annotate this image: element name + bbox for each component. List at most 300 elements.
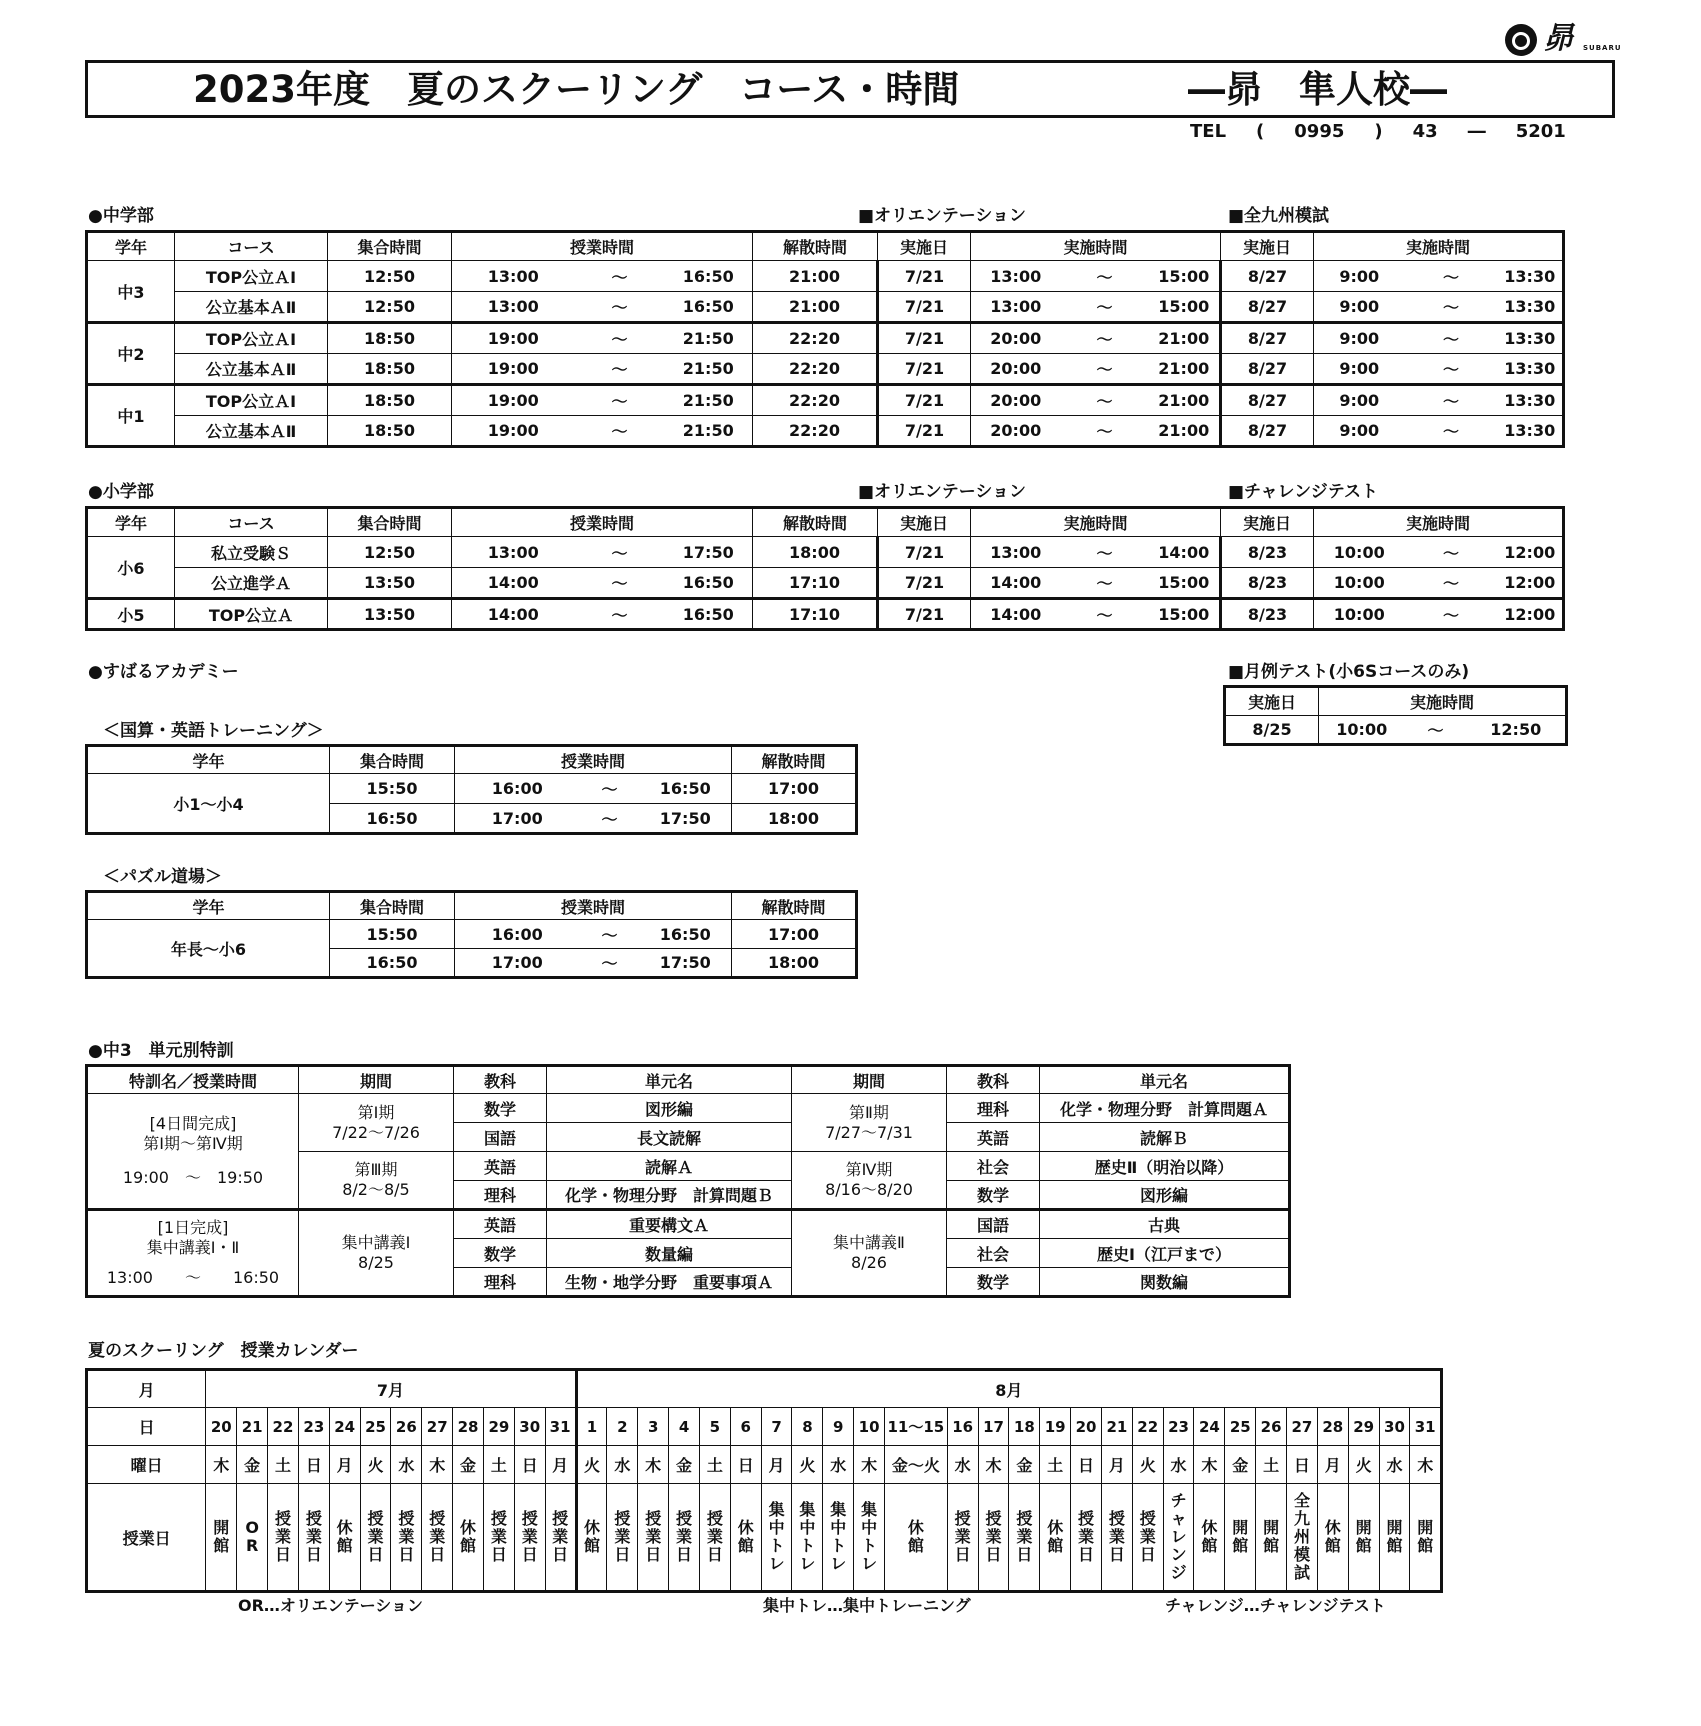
school-name: ―昴 隼人校―: [1188, 68, 1447, 111]
class-end: 21:50: [665, 323, 753, 354]
unit-name: 重要構文Ａ: [547, 1210, 792, 1239]
tilde: ～: [1061, 537, 1149, 568]
course-name: 公立基本ＡⅡ: [175, 292, 328, 323]
period-cell: [792, 1152, 947, 1210]
unit-name: 図形編: [547, 1094, 792, 1123]
calendar-weekday: 木: [1194, 1446, 1225, 1484]
calendar-day: 8: [792, 1408, 823, 1446]
class-calendar-table: [85, 1368, 1443, 1593]
col-header: 実施時間: [1314, 232, 1564, 261]
calendar-status: 授 業 日: [1101, 1484, 1132, 1592]
calendar-status: 授 業 日: [545, 1484, 576, 1592]
orientation-end: 21:00: [1149, 323, 1221, 354]
training-heading: ＜国算・英語トレーニング＞: [103, 721, 324, 741]
calendar-day: 27: [422, 1408, 453, 1446]
col-header: 学年: [87, 746, 330, 774]
exam-date: 8/23: [1221, 537, 1314, 568]
course-sub: 集中講義Ⅰ・Ⅱ: [146, 1238, 240, 1257]
period-cell: [299, 1152, 454, 1210]
gather-time: 15:50: [330, 920, 455, 949]
course-name: 私立受験Ｓ: [175, 537, 328, 568]
subject: 数学: [947, 1268, 1040, 1297]
calendar-day: 11～15: [885, 1408, 948, 1446]
orientation-date: 7/21: [878, 599, 971, 630]
four-day-course-cell: [87, 1094, 299, 1210]
subject: 英語: [947, 1123, 1040, 1152]
gather-time: 18:50: [328, 323, 452, 354]
tilde: ～: [580, 804, 640, 834]
orientation-start: 13:00: [971, 261, 1061, 292]
period-name: 第Ⅲ期: [354, 1160, 398, 1179]
exam-date: 8/27: [1221, 261, 1314, 292]
unit-name: 読解Ａ: [547, 1152, 792, 1181]
calendar-weekday: 月: [329, 1446, 360, 1484]
unit-name: 関数編: [1040, 1268, 1290, 1297]
calendar-status: 開 館: [1410, 1484, 1442, 1592]
calendar-day: 26: [391, 1408, 422, 1446]
exam-date: 8/23: [1221, 599, 1314, 630]
calendar-day: 7: [761, 1408, 792, 1446]
calendar-day: 22: [1132, 1408, 1163, 1446]
col-header: 実施日: [1221, 508, 1314, 537]
calendar-day: 29: [483, 1408, 514, 1446]
class-end: 21:50: [665, 416, 753, 447]
col-header: 実施時間: [1314, 508, 1564, 537]
col-header: 実施時間: [971, 232, 1221, 261]
grade-cell: 小6: [87, 537, 175, 599]
calendar-weekday: 木: [1410, 1446, 1442, 1484]
calendar-day: 25: [360, 1408, 391, 1446]
tilde: ～: [575, 261, 665, 292]
time-start: 13:00: [106, 1268, 153, 1287]
dismiss-time: 17:10: [753, 568, 878, 599]
training-table: [85, 744, 858, 835]
class-start: 14:00: [452, 568, 575, 599]
course-name: 公立基本ＡⅡ: [175, 354, 328, 385]
calendar-status: 授 業 日: [391, 1484, 422, 1592]
orientation-start: 20:00: [971, 354, 1061, 385]
period-name: 集中講義Ⅰ: [341, 1233, 411, 1252]
tilde: ～: [1405, 292, 1498, 323]
grade-cell: 小5: [87, 599, 175, 630]
col-header: 実施日: [1225, 687, 1319, 716]
orientation-start: 14:00: [971, 599, 1061, 630]
class-start: 19:00: [452, 385, 575, 416]
tilde: ～: [575, 599, 665, 630]
orientation-start: 13:00: [971, 537, 1061, 568]
calendar-weekday: 土: [1040, 1446, 1071, 1484]
time-start: 19:00: [122, 1168, 169, 1187]
col-header: 授業時間: [455, 746, 732, 774]
tilde: ～: [575, 537, 665, 568]
exam-date: 8/23: [1221, 568, 1314, 599]
dismiss-time: 22:20: [753, 385, 878, 416]
tilde: ～: [575, 354, 665, 385]
calendar-day: 27: [1287, 1408, 1318, 1446]
exam-start: 9:00: [1314, 385, 1405, 416]
class-start: 13:00: [452, 537, 575, 568]
gather-time: 18:50: [328, 416, 452, 447]
gather-time: 16:50: [330, 804, 455, 834]
calendar-status: 授 業 日: [1009, 1484, 1040, 1592]
calendar-weekday: 日: [730, 1446, 761, 1484]
gather-time: 12:50: [328, 537, 452, 568]
exam-start: 9:00: [1314, 261, 1405, 292]
class-end: 16:50: [640, 774, 732, 804]
class-end: 16:50: [665, 261, 753, 292]
dismiss-time: 21:00: [753, 261, 878, 292]
schedule-row: [87, 261, 1564, 292]
calendar-status: 授 業 日: [1071, 1484, 1102, 1592]
exam-end: 13:30: [1498, 323, 1564, 354]
calendar-weekday: 火: [360, 1446, 391, 1484]
calendar-weekday: 火: [576, 1446, 607, 1484]
exam-end: 13:30: [1498, 261, 1564, 292]
subject: 社会: [947, 1152, 1040, 1181]
calendar-status: O R: [237, 1484, 268, 1592]
calendar-status: 開 館: [1348, 1484, 1379, 1592]
calendar-status: チ ャ レ ン ジ: [1163, 1484, 1194, 1592]
calendar-status: 休 館: [1317, 1484, 1348, 1592]
calendar-weekday: 月: [545, 1446, 576, 1484]
tel-exchange: 43: [1412, 121, 1438, 142]
elementary-heading: ●小学部: [88, 482, 154, 502]
calendar-day: 9: [823, 1408, 854, 1446]
gather-time: 13:50: [328, 599, 452, 630]
month-july: 7月: [206, 1370, 576, 1408]
special-training-table: [85, 1064, 1291, 1298]
course-name: TOP公立ＡⅠ: [175, 261, 328, 292]
tilde: ～: [575, 385, 665, 416]
academy-heading: ●すばるアカデミー: [88, 662, 239, 682]
unit-name: 生物・地学分野 重要事項Ａ: [547, 1268, 792, 1297]
logo-mark-icon: [1505, 24, 1537, 56]
exam-end: 12:00: [1498, 568, 1564, 599]
subject: 国語: [947, 1210, 1040, 1239]
calendar-weekday: 水: [947, 1446, 978, 1484]
calendar-day: 20: [206, 1408, 237, 1446]
schedule-row: [87, 599, 1564, 630]
calendar-day: 26: [1256, 1408, 1287, 1446]
class-end: 16:50: [665, 568, 753, 599]
calendar-status: 授 業 日: [699, 1484, 730, 1592]
puzzle-heading: ＜パズル道場＞: [103, 867, 222, 887]
exam-start: 10:00: [1314, 599, 1405, 630]
orientation-date: 7/21: [878, 416, 971, 447]
tilde: ～: [1405, 716, 1467, 745]
schedule-row: [87, 537, 1564, 568]
calendar-status: 全 九 州 模 試: [1287, 1484, 1318, 1592]
tilde: ～: [575, 568, 665, 599]
tilde: ～: [1405, 354, 1498, 385]
calendar-status: 授 業 日: [360, 1484, 391, 1592]
orientation-date: 7/21: [878, 261, 971, 292]
calendar-note: OR…オリエンテーション: [238, 1596, 423, 1615]
exam-date: 8/27: [1221, 292, 1314, 323]
tilde: ～: [1405, 537, 1498, 568]
orientation-start: 20:00: [971, 323, 1061, 354]
calendar-day: 31: [545, 1408, 576, 1446]
tilde: ～: [1405, 416, 1498, 447]
calendar-status: 集 中 ト レ: [854, 1484, 885, 1592]
tel-paren-open: (: [1256, 121, 1265, 142]
grade-cell: 中1: [87, 385, 175, 447]
col-header: 実施時間: [1319, 687, 1567, 716]
orientation-end: 14:00: [1149, 537, 1221, 568]
period-dates: 8/2～8/5: [342, 1180, 410, 1199]
calendar-status: 授 業 日: [978, 1484, 1009, 1592]
exam-end: 13:30: [1498, 416, 1564, 447]
exam-end: 13:30: [1498, 385, 1564, 416]
calendar-day: 24: [329, 1408, 360, 1446]
subject: 理科: [947, 1094, 1040, 1123]
time-end: 16:50: [233, 1268, 280, 1287]
unit-name: 歴史Ⅱ（明治以降）: [1040, 1152, 1290, 1181]
gather-time: 15:50: [330, 774, 455, 804]
calendar-status: 開 館: [1225, 1484, 1256, 1592]
calendar-day: 6: [730, 1408, 761, 1446]
elementary-table: [85, 506, 1565, 631]
calendar-weekday: 金: [1009, 1446, 1040, 1484]
schedule-row: [87, 568, 1564, 599]
puzzle-table: [85, 890, 858, 979]
calendar-status: 授 業 日: [1132, 1484, 1163, 1592]
calendar-day: 17: [978, 1408, 1009, 1446]
col-header: 単元名: [547, 1066, 792, 1094]
orientation-start: 20:00: [971, 385, 1061, 416]
exam-end: 13:30: [1498, 354, 1564, 385]
calendar-status: 休 館: [1194, 1484, 1225, 1592]
tilde: ～: [1405, 599, 1498, 630]
class-start: 13:00: [452, 292, 575, 323]
gather-time: 18:50: [328, 354, 452, 385]
calendar-status: 授 業 日: [422, 1484, 453, 1592]
col-header: 授業時間: [452, 232, 753, 261]
class-start: 19:00: [452, 354, 575, 385]
el-challenge-test-heading: ■チャレンジテスト: [1228, 482, 1379, 502]
calendar-day: 19: [1040, 1408, 1071, 1446]
class-start: 17:00: [455, 949, 580, 978]
tilde: ～: [1061, 385, 1149, 416]
course-sub: 第Ⅰ期～第Ⅳ期: [143, 1134, 243, 1153]
weekday-label: 曜日: [87, 1446, 206, 1484]
class-day-label: 授業日: [87, 1484, 206, 1592]
calendar-weekday: 火: [1132, 1446, 1163, 1484]
subject: 数学: [454, 1239, 547, 1268]
junior-high-heading: ●中学部: [88, 206, 154, 226]
subject: 理科: [454, 1181, 547, 1210]
course-name: TOP公立ＡⅠ: [175, 385, 328, 416]
page-title: 2023年度 夏のスクーリング コース・時間: [193, 68, 960, 111]
calendar-status: 休 館: [730, 1484, 761, 1592]
calendar-status: 集 中 ト レ: [823, 1484, 854, 1592]
col-header: コース: [175, 232, 328, 261]
schedule-row: [87, 354, 1564, 385]
gather-time: 13:50: [328, 568, 452, 599]
gather-time: 16:50: [330, 949, 455, 978]
calendar-weekday: 土: [1256, 1446, 1287, 1484]
tel-number: 5201: [1515, 121, 1566, 142]
orientation-end: 21:00: [1149, 354, 1221, 385]
period-name: 第Ⅰ期: [357, 1102, 395, 1122]
subject: 国語: [454, 1123, 547, 1152]
calendar-weekday: 日: [514, 1446, 545, 1484]
calendar-status: 開 館: [1379, 1484, 1410, 1592]
tilde: ～: [1061, 323, 1149, 354]
period-dates: 8/25: [358, 1253, 394, 1272]
calendar-status: 授 業 日: [514, 1484, 545, 1592]
calendar-heading: 夏のスクーリング 授業カレンダー: [88, 1341, 359, 1361]
calendar-day: 28: [1317, 1408, 1348, 1446]
month-label: 月: [87, 1370, 206, 1408]
calendar-day: 4: [669, 1408, 700, 1446]
schedule-row: [87, 323, 1564, 354]
special-training-heading: ●中3 単元別特訓: [88, 1041, 234, 1061]
calendar-weekday: 金: [237, 1446, 268, 1484]
exam-start: 10:00: [1314, 537, 1405, 568]
calendar-weekday: 水: [1163, 1446, 1194, 1484]
calendar-day: 1: [576, 1408, 607, 1446]
class-start: 14:00: [452, 599, 575, 630]
col-header: 教科: [947, 1066, 1040, 1094]
orientation-start: 13:00: [971, 292, 1061, 323]
period-dates: 8/16～8/20: [825, 1180, 913, 1199]
course-name: [1日完成]: [157, 1218, 229, 1237]
col-header: 集合時間: [328, 232, 452, 261]
orientation-date: 7/21: [878, 292, 971, 323]
col-header: 実施日: [878, 508, 971, 537]
gather-time: 12:50: [328, 292, 452, 323]
calendar-day: 5: [699, 1408, 730, 1446]
period-name: 第Ⅳ期: [845, 1160, 893, 1179]
col-header: 実施時間: [971, 508, 1221, 537]
class-end: 16:50: [665, 599, 753, 630]
period-cell: [792, 1094, 947, 1152]
junior-high-table: [85, 230, 1565, 448]
calendar-status: 授 業 日: [607, 1484, 638, 1592]
tilde: ～: [1061, 568, 1149, 599]
calendar-weekday: 水: [391, 1446, 422, 1484]
tel-dash: ―: [1467, 121, 1486, 142]
calendar-status: 休 館: [576, 1484, 607, 1592]
dismiss-time: 18:00: [732, 949, 857, 978]
tilde: ～: [1061, 354, 1149, 385]
tilde: ～: [1061, 292, 1149, 323]
period-cell: [792, 1210, 947, 1297]
dismiss-time: 18:00: [732, 804, 857, 834]
tilde: ～: [580, 920, 640, 949]
col-header: 教科: [454, 1066, 547, 1094]
class-start: 13:00: [452, 261, 575, 292]
tilde: ～: [1061, 416, 1149, 447]
gather-time: 12:50: [328, 261, 452, 292]
calendar-weekday: 土: [268, 1446, 299, 1484]
col-header: 実施日: [1221, 232, 1314, 261]
calendar-weekday: 水: [607, 1446, 638, 1484]
exam-start: 9:00: [1314, 416, 1405, 447]
class-end: 16:50: [665, 292, 753, 323]
orientation-date: 7/21: [878, 323, 971, 354]
calendar-weekday: 金: [453, 1446, 484, 1484]
unit-name: 長文読解: [547, 1123, 792, 1152]
schedule-row: [87, 292, 1564, 323]
subject: 数学: [454, 1094, 547, 1123]
calendar-day: 31: [1410, 1408, 1442, 1446]
calendar-weekday: 土: [483, 1446, 514, 1484]
exam-start: 9:00: [1314, 292, 1405, 323]
calendar-day: 24: [1194, 1408, 1225, 1446]
period-cell: [299, 1210, 454, 1297]
class-end: 16:50: [640, 920, 732, 949]
class-end: 17:50: [665, 537, 753, 568]
logo-kanji: 昴: [1543, 21, 1573, 56]
col-header: 集合時間: [328, 508, 452, 537]
calendar-weekday: 金: [669, 1446, 700, 1484]
monthly-date: 8/25: [1225, 716, 1319, 745]
class-end: 17:50: [640, 804, 732, 834]
calendar-status: 集 中 ト レ: [792, 1484, 823, 1592]
dismiss-time: 22:20: [753, 416, 878, 447]
period-dates: 8/26: [851, 1253, 887, 1272]
calendar-day: 23: [1163, 1408, 1194, 1446]
tilde: ～: [1405, 385, 1498, 416]
tel-area: 0995: [1294, 121, 1345, 142]
tilde: ～: [575, 323, 665, 354]
monthly-start: 10:00: [1319, 716, 1405, 745]
jh-mock-exam-heading: ■全九州模試: [1228, 206, 1330, 226]
tilde: ～: [1061, 261, 1149, 292]
col-header: 解散時間: [732, 746, 857, 774]
unit-name: 数量編: [547, 1239, 792, 1268]
calendar-status: 集 中 ト レ: [761, 1484, 792, 1592]
exam-start: 9:00: [1314, 354, 1405, 385]
col-header: 解散時間: [753, 232, 878, 261]
calendar-weekday: 木: [978, 1446, 1009, 1484]
calendar-day: 16: [947, 1408, 978, 1446]
class-start: 19:00: [452, 416, 575, 447]
exam-end: 12:00: [1498, 537, 1564, 568]
unit-name: 化学・物理分野 計算問題Ｂ: [547, 1181, 792, 1210]
course-time: 19:00 ～ 19:50: [122, 1168, 264, 1187]
calendar-day: 20: [1071, 1408, 1102, 1446]
exam-end: 12:00: [1498, 599, 1564, 630]
tilde: ～: [580, 774, 640, 804]
exam-start: 10:00: [1314, 568, 1405, 599]
col-header: 授業時間: [452, 508, 753, 537]
subject: 理科: [454, 1268, 547, 1297]
calendar-status: 開 館: [1256, 1484, 1287, 1592]
class-start: 17:00: [455, 804, 580, 834]
calendar-day: 28: [453, 1408, 484, 1446]
calendar-day: 25: [1225, 1408, 1256, 1446]
calendar-weekday: 日: [1071, 1446, 1102, 1484]
calendar-weekday: 金～火: [885, 1446, 948, 1484]
training-grade: 小1～小4: [87, 774, 330, 834]
col-header: 学年: [87, 508, 175, 537]
calendar-status: 授 業 日: [268, 1484, 299, 1592]
calendar-weekday: 日: [1287, 1446, 1318, 1484]
dismiss-time: 21:00: [753, 292, 878, 323]
course-time: 13:00 ～ 16:50: [106, 1268, 280, 1287]
time-end: 19:50: [217, 1168, 264, 1187]
col-header: 解散時間: [732, 892, 857, 920]
title-box: [85, 60, 1615, 118]
col-header: 集合時間: [330, 892, 455, 920]
calendar-weekday: 月: [1101, 1446, 1132, 1484]
orientation-date: 7/21: [878, 537, 971, 568]
calendar-status: 授 業 日: [483, 1484, 514, 1592]
calendar-status: 授 業 日: [669, 1484, 700, 1592]
